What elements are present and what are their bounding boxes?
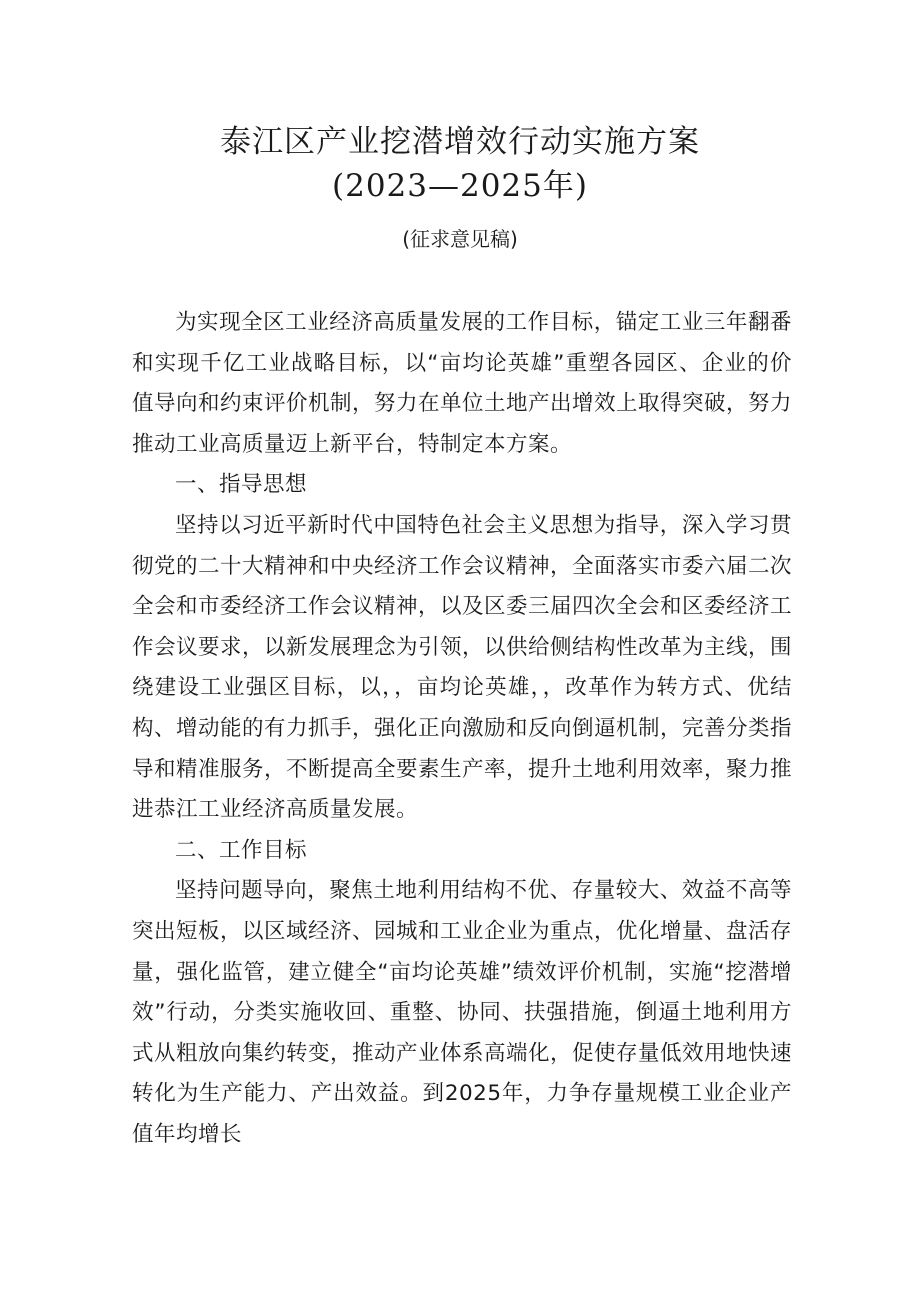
section-heading-work-goals: 二、工作目标 xyxy=(175,837,308,863)
section-heading-guiding-thought: 一、指导思想 xyxy=(175,472,308,498)
document-body xyxy=(132,303,792,1155)
section-paragraph-guiding-thought: 坚持以习近平新时代中国特色社会主义思想为指导，深入学习贯彻党的二十大精神和中央经济工作会议精神，全面落实市委六届二次全会和市委经济工作会议精神，以及区委三届四次全会和区委经济工作会议要求，以新发展理念为引领，以供给侧结构性改革为主线，围绕建设工业强区目标，以，，亩均论英雄，，改革作为转方式、优结构、增动能的有力抓手，强化正向激励和反向倒逼机制，完善分类指导和精准服务，不断提高全要素生产率，提升土地利用效率，聚力推进恭江工业经济高质量发展。 xyxy=(132,512,793,823)
document-title: 泰江区产业挖潜增效行动实施方案 xyxy=(220,124,700,160)
intro-paragraph: 为实现全区工业经济高质量发展的工作目标，锚定工业三年翻番和实现千亿工业战略目标，以“亩均论英雄”重塑各园区、企业的价值导向和约束评价机制，努力在单位土地产出增效上取得突破，努力推动工业高质量迈上新平台，特制定本方案。 xyxy=(132,310,793,457)
section-paragraph-work-goals: 坚持问题导向，聚焦土地利用结构不优、存量较大、效益不高等突出短板，以区域经济、园城和工业企业为重点，优化增量、盘活存量，强化监管，建立健全“亩均论英雄”绩效评价机制，实施“挖潜增效”行动，分类实施收回、重整、协同、扶强措施，倒逼土地利用方式从粗放向集约转变，推动产业体系高端化，促使存量低效用地快速转化为生产能力、产出效益。到2025年，力争存量规模工业企业产值年均增长 xyxy=(132,878,793,1147)
document-subtitle: (征求意见稿) xyxy=(402,227,518,251)
document-title-years: (2023—2025年) xyxy=(332,168,588,204)
